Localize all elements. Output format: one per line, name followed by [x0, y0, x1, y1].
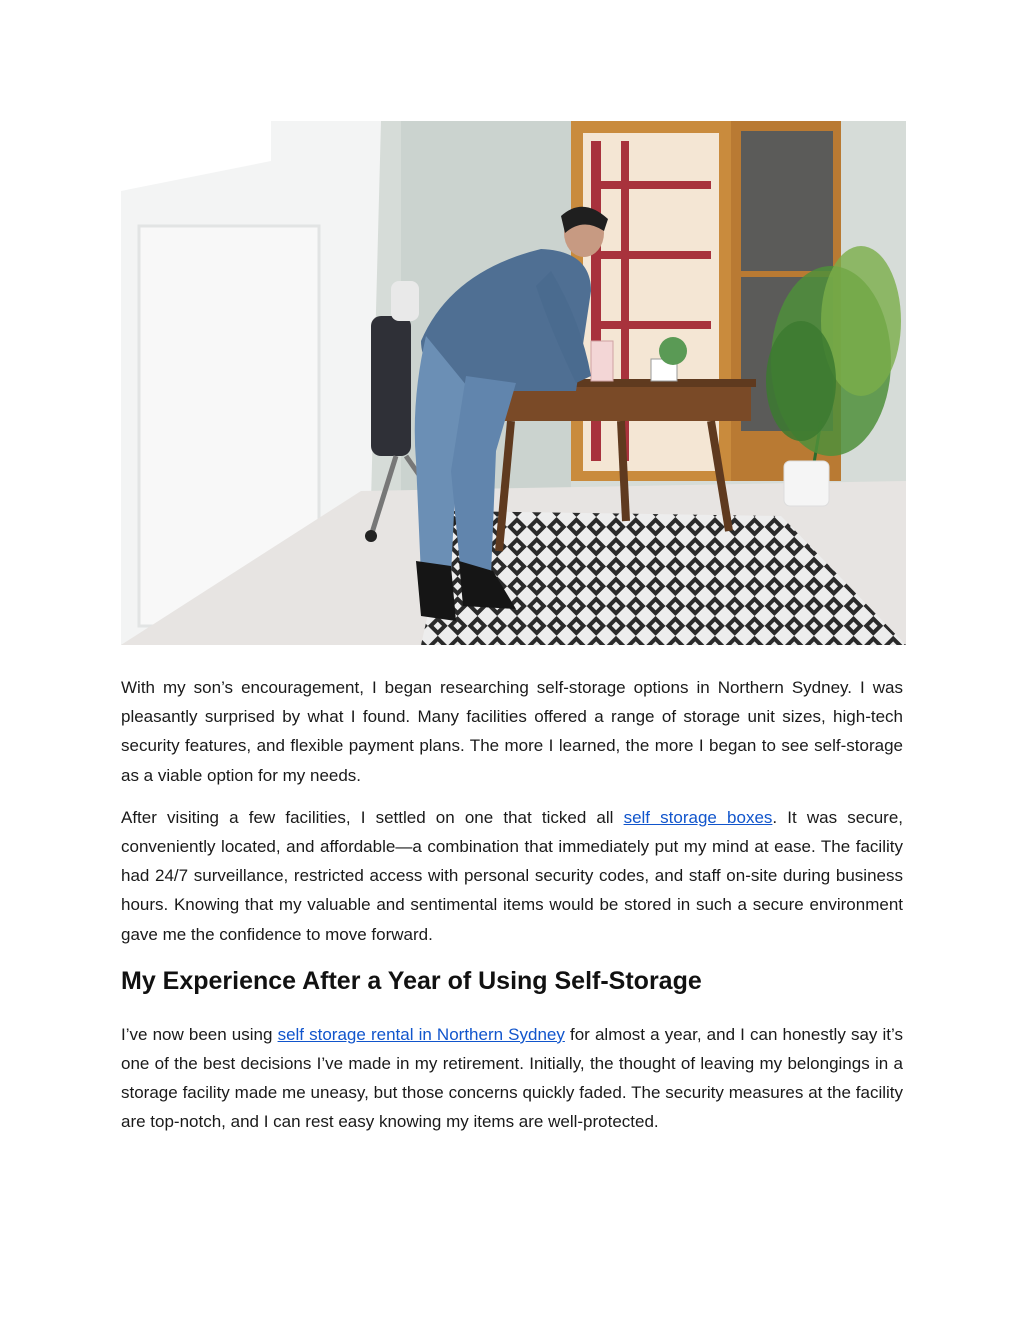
paragraph-text: After visiting a few facilities, I settled on one that ticked all: [121, 807, 624, 827]
article-photo: [121, 121, 906, 645]
article-body: [121, 673, 903, 1150]
body-paragraph: With my son’s encouragement, I began researching self-storage options in Northern Sydney. I was pleasantly surprised by what I found. Many facilities offered a range of storage unit sizes, high-tech security features, and flexible payment plans. The more I learned, the more I began to see self-storage as a viable option for my needs.: [121, 678, 903, 785]
self-storage-rental-link[interactable]: self storage rental in Northern Sydney: [277, 1024, 565, 1044]
body-paragraph: [121, 803, 903, 949]
body-paragraph: [121, 1020, 903, 1137]
self-storage-boxes-link[interactable]: self storage boxes: [623, 807, 773, 827]
section-heading: My Experience After a Year of Using Self-Storage: [121, 966, 702, 995]
paragraph-text: I’ve now been using: [121, 1024, 278, 1044]
paragraph-text: . It was secure, conveniently located, and affordable—a combination that immediately put my mind at ease. The facility had 24/7 surveillance, restricted access with personal security codes, and staff on-site during business hours. Knowing that my valuable and sentimental items would be stored in such a secure environment gave me the confidence to move forward.: [121, 807, 903, 944]
paragraph-text: for almost a year, and I can honestly say it’s one of the best decisions I’ve made in my retirement. Initially, the thought of leaving my belongings in a storage facility made me uneasy, but those concerns quickly faded. The security measures at the facility are top-notch, and I can rest easy knowing my items are well-protected.: [121, 1024, 903, 1132]
